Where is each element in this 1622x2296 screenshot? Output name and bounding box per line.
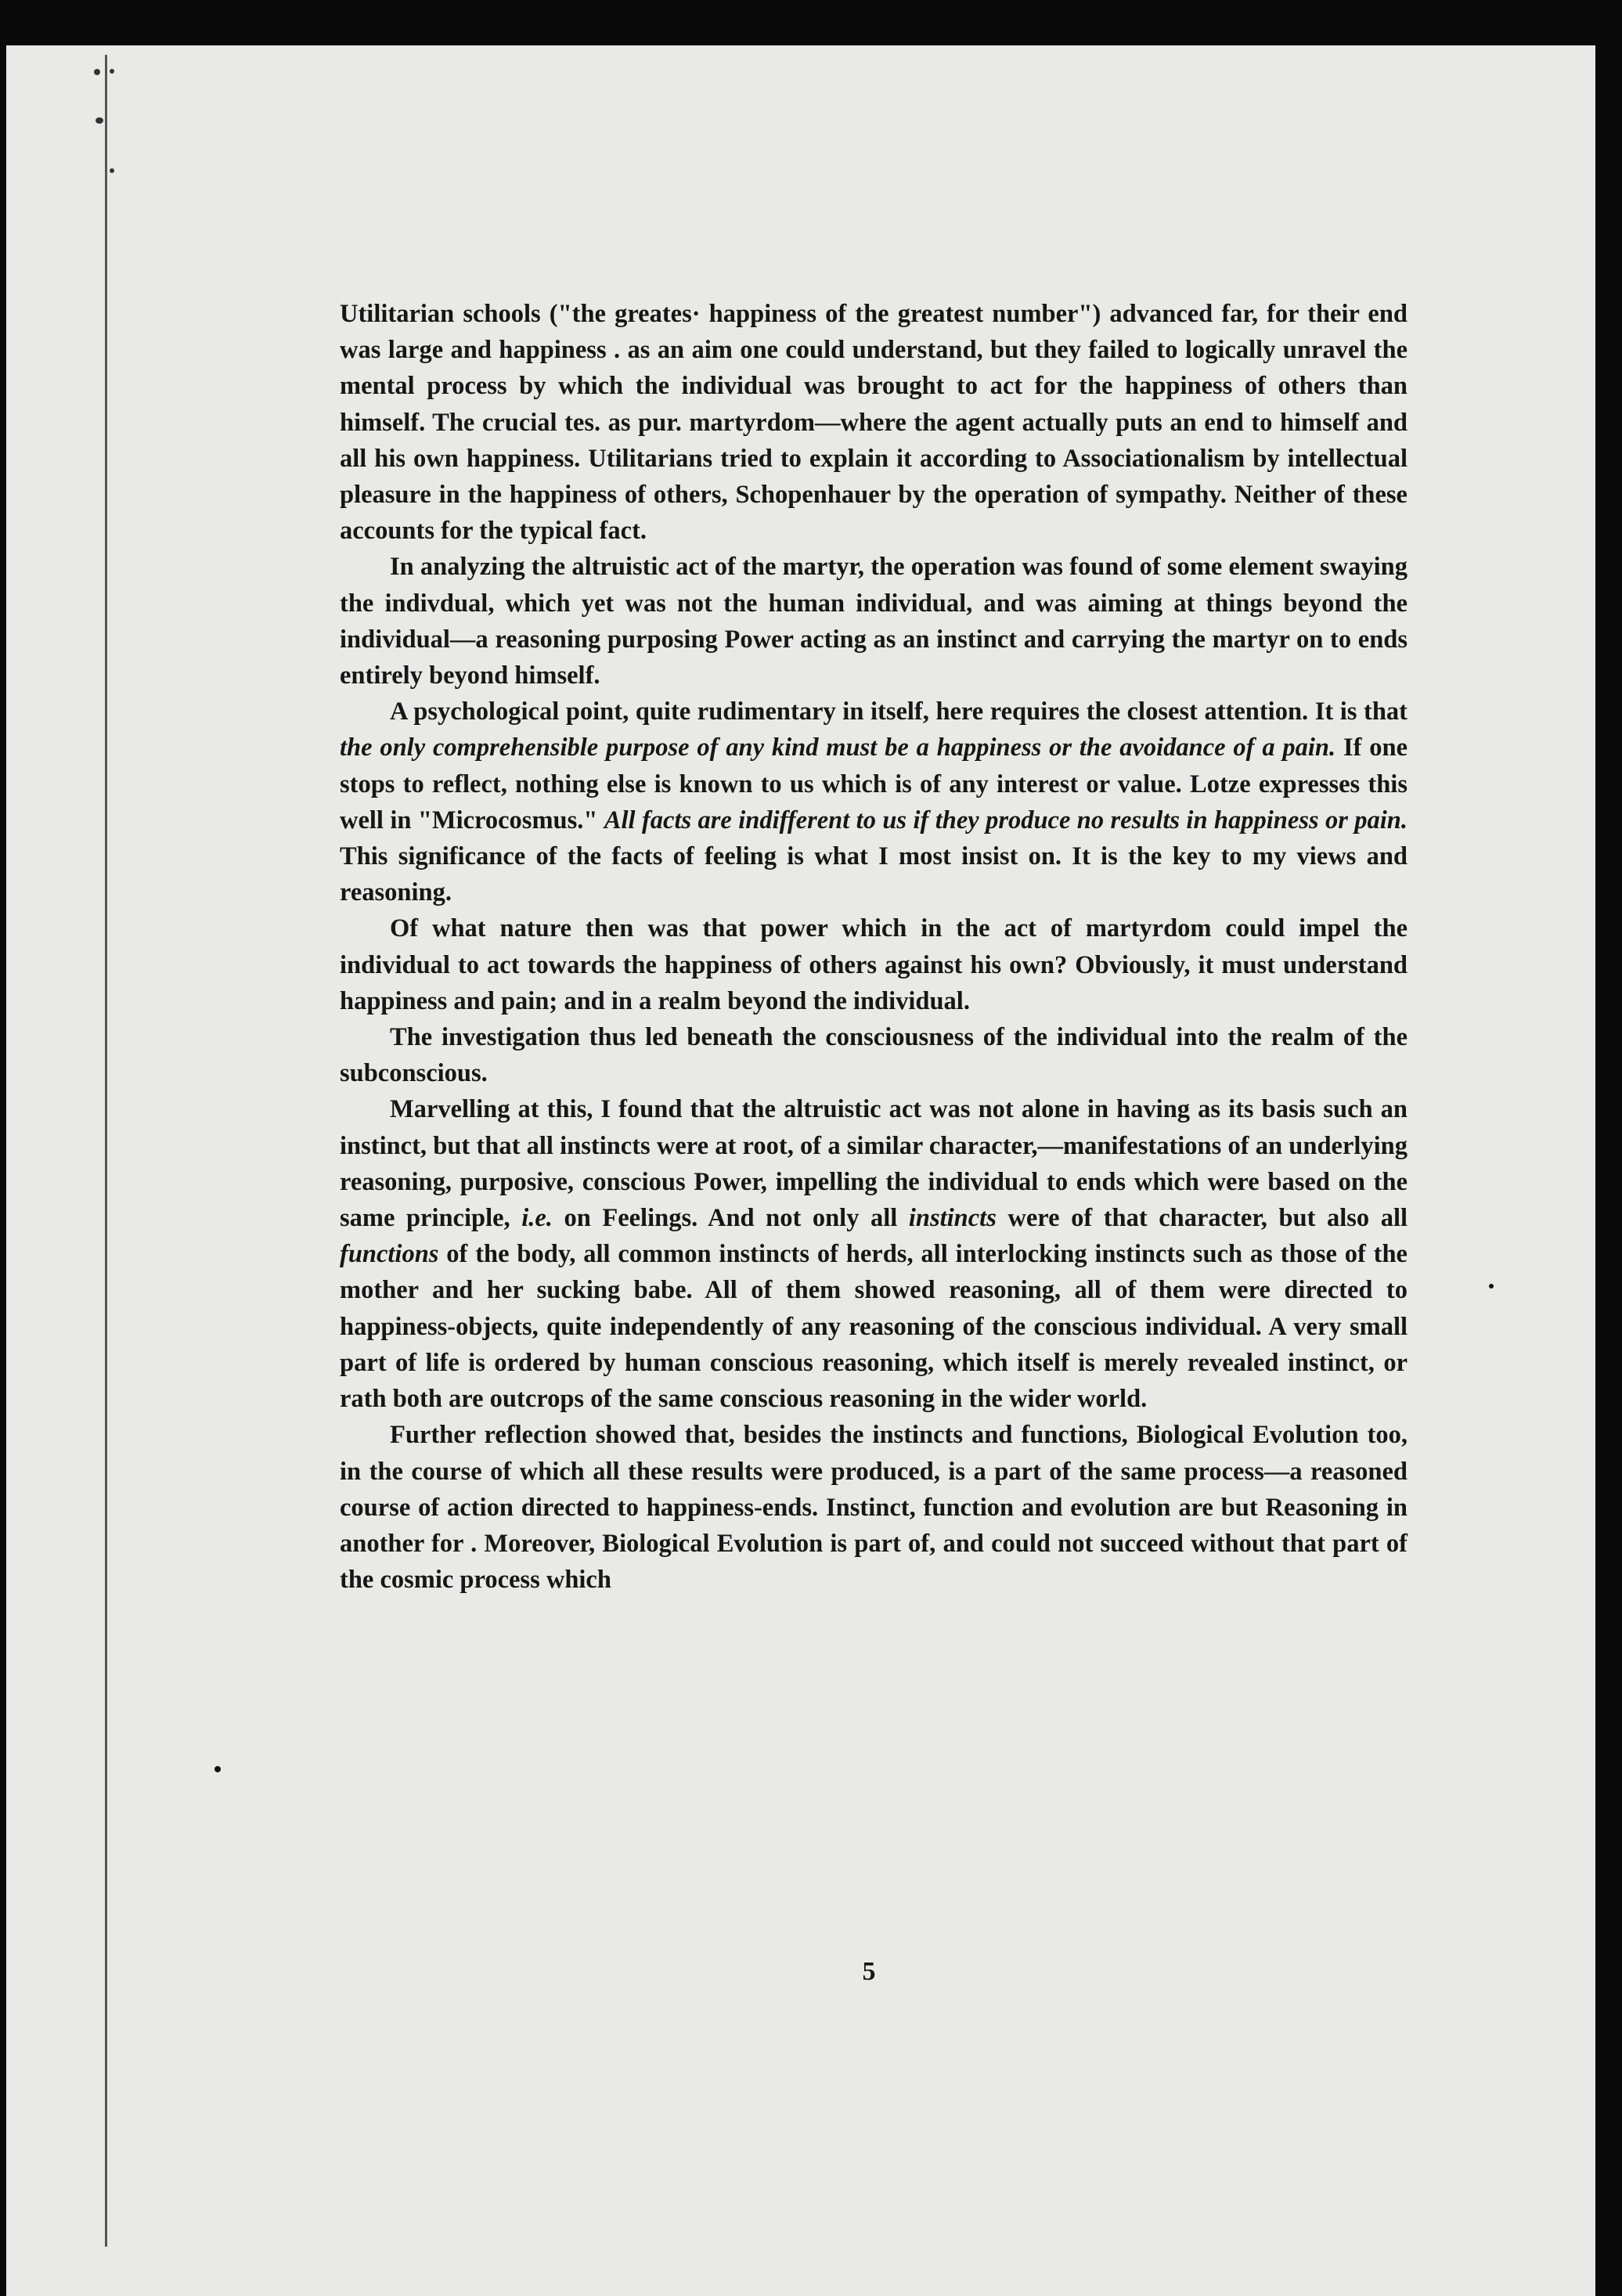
paragraph: [340, 1417, 1408, 1598]
italic-text: All facts are indifferent to us if they produce no results in happiness or pain.: [604, 806, 1408, 834]
paragraph: [340, 1091, 1408, 1417]
binding-mark: [96, 117, 103, 124]
italic-text: i.e.: [521, 1204, 553, 1233]
paragraph: [340, 694, 1408, 910]
italic-text: the only comprehensible purpose of any kind must be a happiness or the avoidance of a pain.: [340, 733, 1336, 762]
paragraph: [340, 1019, 1408, 1091]
paragraph: [340, 910, 1408, 1019]
paragraph: [340, 549, 1408, 694]
page-number: 5: [862, 1957, 876, 1986]
ink-spot: [214, 1766, 221, 1772]
binding-mark: [110, 69, 114, 74]
paragraph-text: on Feelings. And not only all: [552, 1204, 909, 1233]
paragraph-text: This significance of the facts of feeling is what I most insist on. It is the key to my views and reasoning.: [340, 842, 1408, 907]
paragraph-text: Of what nature then was that power which in the act of martyrdom could impel the individual to act towards the happiness of others against his own? Obviously, it must understand happiness and pain; and in a realm beyond the individual.: [340, 914, 1408, 1015]
ink-spot: [1489, 1284, 1494, 1289]
binding-mark: [110, 168, 114, 173]
paragraph: [340, 296, 1408, 549]
paragraph-text: were of that character, but also all: [996, 1204, 1408, 1233]
paragraph-text: In analyzing the altruistic act of the martyr, the operation was found of some element swaying the indivdual, which yet was not the human individual, and was aiming at things beyond the individual—a reasoning purposing Power acting as an instinct and carrying the martyr on to ends entirely beyond himself.: [340, 553, 1408, 690]
paragraph-text: Further reflection showed that, besides the instincts and functions, Biological Evolution too, in the course of which all these results were produced, is a part of the same process—a reasoned course of action directed to happiness-ends. Instinct, function and evolution are but Reasoning in another for . Moreover, Biological Evolution is part of, and could not succeed without that part of the cosmic process which: [340, 1421, 1408, 1595]
body-text: [340, 296, 1408, 1598]
italic-text: functions: [340, 1240, 439, 1269]
paragraph-text: Marvelling at this, I found that the altruistic act was not alone in having as its basis such an instinct, but that all instincts were at root, of a similar character,—manifestations of an underlying reasoning, purposive, conscious Power, impelling the individual to ends which were based on the same principle,: [340, 1095, 1408, 1233]
paragraph-text: If one stops to reflect, nothing else is known to us which is of any interest or value. Lotze expresses this well in "Microcosmus.": [340, 733, 1408, 834]
binding-edge-line: [105, 55, 107, 2247]
paragraph-text: Utilitarian schools ("the greates· happiness of the greatest number") advanced far, for their end was large and happiness . as an aim one could understand, but they failed to logically unravel the mental process by which the individual was brought to act for the happiness of others than himself. The crucial tes. as pur. martyrdom—where the agent actually puts an end to himself and all his own happiness. Utilitarians tried to explain it according to Associationalism by intellectual pleasure in the happiness of others, Schopenhauer by the operation of sympathy. Neither of these accounts for the typical fact.: [340, 300, 1408, 546]
paragraph-text: A psychological point, quite rudimentary in itself, here requires the closest attention. It is that: [390, 697, 1408, 726]
binding-mark: [94, 69, 100, 75]
paragraph-text: The investigation thus led beneath the consciousness of the individual into the realm of the subconscious.: [340, 1023, 1408, 1088]
paragraph-text: of the body, all common instincts of herds, all interlocking instincts such as those of the mother and her sucking babe. All of them showed reasoning, all of them were directed to happiness-objects, quite independently of any reasoning of the conscious individual. A very small part of life is ordered by human conscious reasoning, which itself is merely revealed instinct, or rath both are outcrops of the same conscious reasoning in the wider world.: [340, 1240, 1408, 1414]
italic-text: instincts: [908, 1204, 997, 1233]
